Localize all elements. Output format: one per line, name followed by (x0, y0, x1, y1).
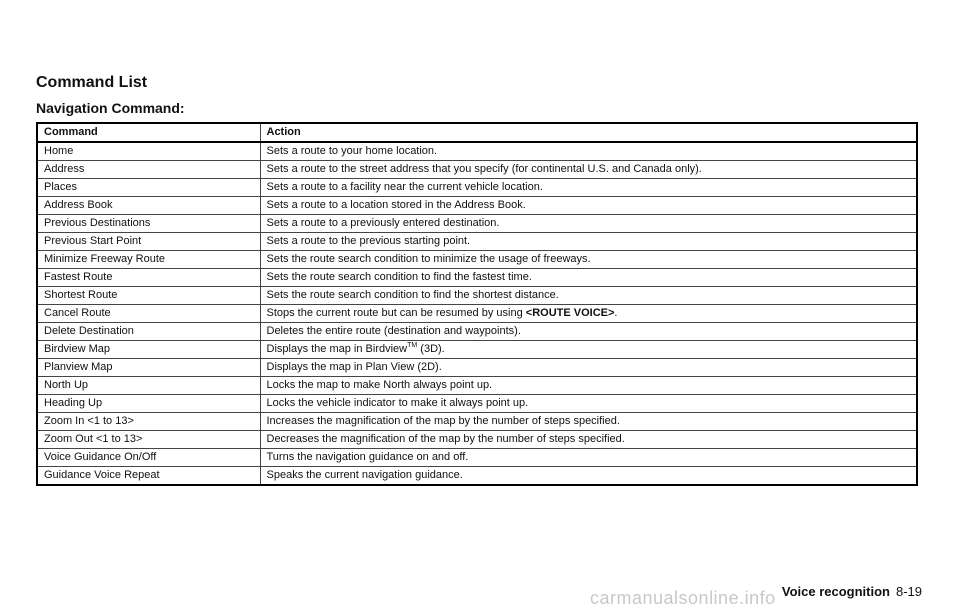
action-cell (260, 269, 917, 287)
footer-section: Voice recognition (781, 584, 890, 599)
action-cell (260, 251, 917, 269)
action-text: Speaks the current navigation guidance. (266, 469, 463, 481)
command-cell: Home (37, 142, 260, 161)
action-text: Locks the vehicle indicator to make it always point up. (266, 397, 529, 409)
command-cell: Zoom Out <1 to 13> (37, 431, 260, 449)
action-text: Sets a route to the previous starting point. (266, 235, 471, 247)
action-cell (260, 413, 917, 431)
action-cell (260, 467, 917, 486)
table-row (37, 269, 917, 287)
action-cell (260, 142, 917, 161)
table-row (37, 467, 917, 486)
action-cell (260, 161, 917, 179)
command-cell: Address Book (37, 197, 260, 215)
command-cell: Minimize Freeway Route (37, 251, 260, 269)
table-row (37, 287, 917, 305)
table-row (37, 305, 917, 323)
table-row (37, 251, 917, 269)
command-cell: Guidance Voice Repeat (37, 467, 260, 486)
command-cell: Cancel Route (37, 305, 260, 323)
command-cell: Address (37, 161, 260, 179)
table-row (37, 323, 917, 341)
command-cell: Birdview Map (37, 341, 260, 359)
table-row (37, 359, 917, 377)
action-cell (260, 215, 917, 233)
action-cell (260, 341, 917, 359)
table-row (37, 161, 917, 179)
table-row (37, 233, 917, 251)
table-row (37, 142, 917, 161)
action-text: Deletes the entire route (destination and waypoints). (266, 325, 521, 337)
command-cell: Heading Up (37, 395, 260, 413)
command-cell: Voice Guidance On/Off (37, 449, 260, 467)
command-cell: Zoom In <1 to 13> (37, 413, 260, 431)
table-row (37, 341, 917, 359)
action-text: Sets the route search condition to minimize the usage of freeways. (266, 253, 591, 265)
action-text: Sets a route to your home location. (266, 145, 438, 157)
action-cell (260, 395, 917, 413)
command-cell: Previous Start Point (37, 233, 260, 251)
command-cell: Fastest Route (37, 269, 260, 287)
action-text: Displays the map in Plan View (2D). (266, 361, 442, 373)
command-cell: Planview Map (37, 359, 260, 377)
command-cell: North Up (37, 377, 260, 395)
action-cell (260, 287, 917, 305)
action-cell (260, 305, 917, 323)
action-text: Stops the current route but can be resumed by using (266, 307, 526, 319)
action-text-end: (3D). (417, 343, 445, 355)
page-title: Command List (36, 74, 148, 91)
command-table (36, 122, 918, 486)
action-text: Turns the navigation guidance on and off. (266, 451, 469, 463)
action-cell (260, 179, 917, 197)
table-row (37, 197, 917, 215)
action-text: Sets a route to the street address that you specify (for continental U.S. and Canada only). (266, 163, 702, 175)
action-cell (260, 197, 917, 215)
action-cell (260, 359, 917, 377)
trademark-symbol: TM (407, 342, 418, 349)
table-row (37, 413, 917, 431)
table-row (37, 179, 917, 197)
command-cell: Places (37, 179, 260, 197)
page-number: 8-19 (895, 584, 922, 599)
action-cell (260, 449, 917, 467)
table-row (37, 395, 917, 413)
table-row (37, 449, 917, 467)
action-text: Sets a route to a location stored in the Address Book. (266, 199, 526, 211)
action-text: Locks the map to make North always point up. (266, 379, 493, 391)
column-header-action: Action (260, 123, 917, 142)
action-text: Sets the route search condition to find the fastest time. (266, 271, 532, 283)
action-cell (260, 431, 917, 449)
action-text: Decreases the magnification of the map by the number of steps specified. (266, 433, 625, 445)
action-text-end: . (614, 307, 618, 319)
route-voice-keyword: <ROUTE VOICE> (525, 307, 615, 319)
table-row (37, 377, 917, 395)
command-cell: Shortest Route (37, 287, 260, 305)
action-cell (260, 377, 917, 395)
table-row (37, 215, 917, 233)
column-header-command: Command (37, 123, 260, 142)
action-cell (260, 233, 917, 251)
action-text: Displays the map in Birdview (266, 343, 408, 355)
action-text: Sets a route to a previously entered destination. (266, 217, 500, 229)
action-cell (260, 323, 917, 341)
action-text: Sets a route to a facility near the current vehicle location. (266, 181, 543, 193)
command-cell: Previous Destinations (37, 215, 260, 233)
command-cell: Delete Destination (37, 323, 260, 341)
table-header-row (37, 123, 917, 142)
action-text: Increases the magnification of the map by the number of steps specified. (266, 415, 620, 427)
action-text: Sets the route search condition to find the shortest distance. (266, 289, 559, 301)
table-row (37, 431, 917, 449)
watermark: carmanualsonline.info (590, 588, 776, 608)
section-subtitle: Navigation Command: (36, 100, 185, 116)
page-footer (782, 584, 922, 599)
